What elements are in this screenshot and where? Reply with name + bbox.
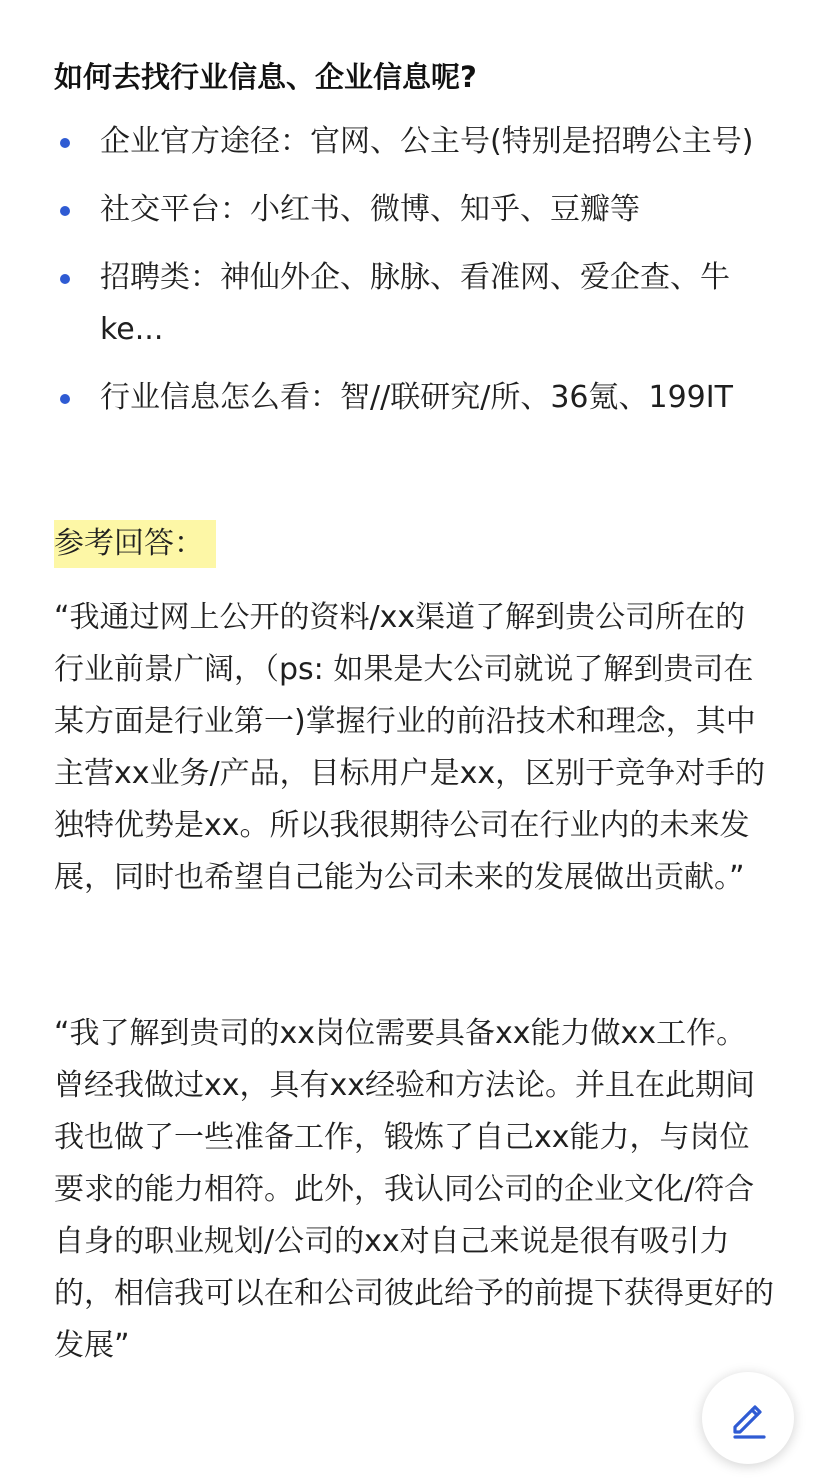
- list-item-text: 行业信息怎么看：智//联研究/所、36氪、199IT: [100, 380, 733, 415]
- answer-paragraph: “我了解到贵司的xx岗位需要具备xx能力做xx工作。曾经我做过xx，具有xx经验和方法论。并且在此期间我也做了一些准备工作，锻炼了自己xx能力，与岗位要求的能力相符。此外，我认同公司的企业文化/符合自身的职业规划/公司的xx对自己来说是很有吸引力的，相信我可以在和公司彼此给予的前提下获得更好的发展”: [54, 1016, 774, 1363]
- pencil-edit-icon: [726, 1396, 770, 1440]
- bullet-dot-icon: [60, 138, 70, 148]
- list-item: [54, 372, 774, 424]
- list-item: [54, 184, 774, 236]
- bullet-dot-icon: [60, 206, 70, 216]
- article-body: [54, 52, 774, 1372]
- bullet-dot-icon: [60, 394, 70, 404]
- bullet-dot-icon: [60, 274, 70, 284]
- list-item-text: 招聘类：神仙外企、脉脉、看准网、爱企查、牛ke...: [100, 260, 730, 347]
- resource-list: [54, 116, 774, 424]
- section-heading: 如何去找行业信息、企业信息呢?: [54, 60, 477, 94]
- answer-paragraph: “我通过网上公开的资料/xx渠道了解到贵公司所在的行业前景广阔，（ps: 如果是大公司就说了解到贵司在某方面是行业第一)掌握行业的前沿技术和理念，其中主营xx业务/产品，目标用户是xx，区别于竞争对手的独特优势是xx。所以我很期待公司在行业内的未来发展，同时也希望自己能为公司未来的发展做出贡献。”: [54, 600, 766, 895]
- list-item: [54, 252, 774, 356]
- list-item-text: 企业官方途径：官网、公主号(特别是招聘公主号): [100, 124, 754, 159]
- reference-answer-label: 参考回答：: [54, 520, 216, 568]
- list-item: [54, 116, 774, 168]
- list-item-text: 社交平台：小红书、微博、知乎、豆瓣等: [100, 192, 640, 227]
- edit-button[interactable]: [702, 1372, 794, 1464]
